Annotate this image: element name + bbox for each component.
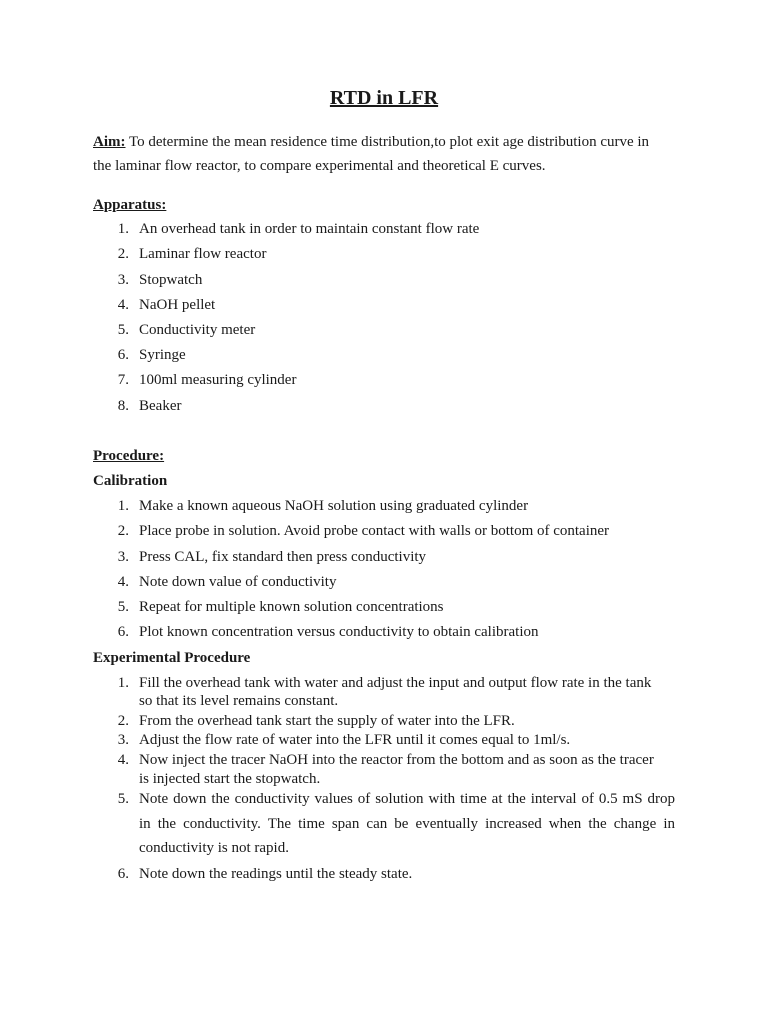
experimental-heading: Experimental Procedure xyxy=(93,650,251,666)
experimental-step-4-line-2: is injected start the stopwatch. xyxy=(139,771,321,787)
page-title: RTD in LFR xyxy=(329,87,439,109)
aim-label: Aim: xyxy=(93,134,126,150)
calibration-step-4: Note down value of conductivity xyxy=(139,574,337,590)
apparatus-item-1: An overhead tank in order to maintain constant flow rate xyxy=(139,221,480,237)
experimental-step-5-line-2: in the conductivity. The time span can be eventually increased when the change in xyxy=(139,816,675,832)
calibration-heading: Calibration xyxy=(93,473,168,489)
apparatus-num-4: 4. xyxy=(117,297,129,313)
apparatus-num-5: 5. xyxy=(117,322,129,338)
experimental-step-1-line-2: so that its level remains constant. xyxy=(139,693,339,709)
experimental-num-2: 2. xyxy=(117,713,129,729)
aim-text-1: To determine the mean residence time distribution,to plot exit age distribution curve in xyxy=(128,134,650,150)
experimental-step-3-line-1: Adjust the flow rate of water into the LFR until it comes equal to 1ml/s. xyxy=(139,732,571,748)
apparatus-num-3: 3. xyxy=(117,272,129,288)
aim-line-1 xyxy=(93,134,649,151)
apparatus-heading: Apparatus: xyxy=(93,197,167,213)
experimental-num-3: 3. xyxy=(117,732,129,748)
apparatus-num-2: 2. xyxy=(117,246,129,262)
apparatus-item-7: 100ml measuring cylinder xyxy=(139,372,297,388)
experimental-step-5-line-1: Note down the conductivity values of solution with time at the interval of 0.5 mS drop xyxy=(139,791,675,807)
calibration-num-3: 3. xyxy=(117,549,129,565)
experimental-num-5: 5. xyxy=(117,791,129,807)
calibration-step-2: Place probe in solution. Avoid probe contact with walls or bottom of container xyxy=(139,523,610,539)
apparatus-num-8: 8. xyxy=(117,398,129,414)
apparatus-num-1: 1. xyxy=(117,221,129,237)
apparatus-num-6: 6. xyxy=(117,347,129,363)
calibration-num-2: 2. xyxy=(117,523,129,539)
apparatus-item-3: Stopwatch xyxy=(139,272,203,288)
calibration-step-1: Make a known aqueous NaOH solution using graduated cylinder xyxy=(139,498,529,514)
apparatus-item-6: Syringe xyxy=(139,347,186,363)
procedure-heading: Procedure: xyxy=(93,448,165,464)
calibration-num-6: 6. xyxy=(117,624,129,640)
apparatus-item-5: Conductivity meter xyxy=(139,322,256,338)
calibration-num-5: 5. xyxy=(117,599,129,615)
calibration-step-3: Press CAL, fix standard then press conductivity xyxy=(139,549,427,565)
apparatus-item-2: Laminar flow reactor xyxy=(139,246,267,262)
calibration-step-6: Plot known concentration versus conductivity to obtain calibration xyxy=(139,624,539,640)
apparatus-num-7: 7. xyxy=(117,372,129,388)
experimental-step-5-line-3: conductivity is not rapid. xyxy=(139,840,289,856)
calibration-num-4: 4. xyxy=(117,574,129,590)
apparatus-item-8: Beaker xyxy=(139,398,182,414)
experimental-step-1-line-1: Fill the overhead tank with water and adjust the input and output flow rate in the tank xyxy=(139,675,652,691)
experimental-num-4: 4. xyxy=(117,752,129,768)
experimental-step-4-line-1: Now inject the tracer NaOH into the reactor from the bottom and as soon as the tracer xyxy=(139,752,654,768)
calibration-num-1: 1. xyxy=(117,498,129,514)
experimental-step-2-line-1: From the overhead tank start the supply of water into the LFR. xyxy=(139,713,515,729)
calibration-step-5: Repeat for multiple known solution concentrations xyxy=(139,599,444,615)
apparatus-item-4: NaOH pellet xyxy=(139,297,216,313)
experimental-step-6-line-1: Note down the readings until the steady state. xyxy=(139,866,413,882)
experimental-num-1: 1. xyxy=(117,675,129,691)
experimental-num-6: 6. xyxy=(117,866,129,882)
aim-line-2: the laminar flow reactor, to compare experimental and theoretical E curves. xyxy=(93,158,546,174)
